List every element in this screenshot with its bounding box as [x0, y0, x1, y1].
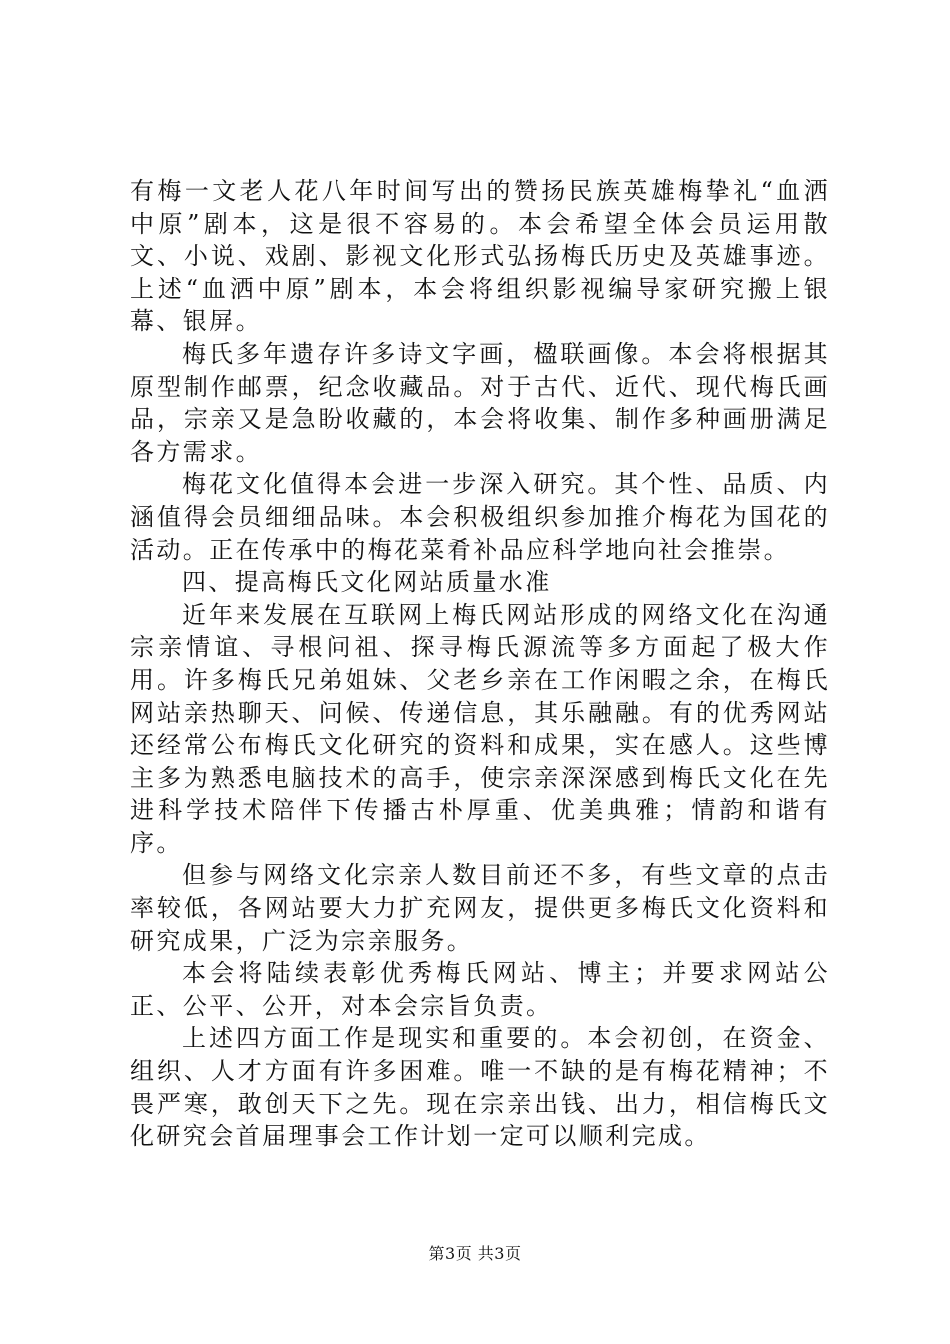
- paragraph-1: 有梅一文老人花八年时间写出的赞扬民族英雄梅挚礼“血洒中原”剧本，这是很不容易的。本会希望全体会员运用散文、小说、戏剧、影视文化形式弘扬梅氏历史及英雄事迹。上述“血洒中原”剧本，本会将组织影视编导家研究搬上银幕、银屏。: [130, 177, 830, 336]
- section-heading-4: 四、提高梅氏文化网站质量水准: [182, 568, 552, 597]
- paragraph-2: 梅氏多年遗存许多诗文字画，楹联画像。本会将根据其原型制作邮票，纪念收藏品。对于古代、近代、现代梅氏画品，宗亲又是急盼收藏的，本会将收集、制作多种画册满足各方需求。: [130, 339, 830, 466]
- paragraph-3: 梅花文化值得本会进一步深入研究。其个性、品质、内涵值得会员细细品味。本会积极组织参加推介梅花为国花的活动。正在传承中的梅花菜肴补品应科学地向社会推崇。: [130, 470, 830, 564]
- page-number-footer: 第3页 共3页: [428, 1244, 522, 1263]
- paragraph-5: 近年来发展在互联网上梅氏网站形成的网络文化在沟通宗亲情谊、寻根问祖、探寻梅氏源流等多方面起了极大作用。许多梅氏兄弟姐妹、父老乡亲在工作闲暇之余，在梅氏网站亲热聊天、问候、传递信息，其乐融融。有的优秀网站还经常公布梅氏文化研究的资料和成果，实在感人。这些博主多为熟悉电脑技术的高手，使宗亲深深感到梅氏文化在先进科学技术陪伴下传播古朴厚重、优美典雅；情韵和谐有序。: [130, 600, 830, 857]
- document-body: [130, 175, 830, 1153]
- paragraph-8: 上述四方面工作是现实和重要的。本会初创，在资金、组织、人才方面有许多困难。唯一不缺的是有梅花精神；不畏严寒，敢创天下之先。现在宗亲出钱、出力，相信梅氏文化研究会首届理事会工作计划一定可以顺利完成。: [130, 1024, 830, 1151]
- paragraph-7: 本会将陆续表彰优秀梅氏网站、博主；并要求网站公正、公平、公开，对本会宗旨负责。: [130, 959, 830, 1020]
- paragraph-6: 但参与网络文化宗亲人数目前还不多，有些文章的点击率较低，各网站要大力扩充网友，提供更多梅氏文化资料和研究成果，广泛为宗亲服务。: [130, 861, 830, 955]
